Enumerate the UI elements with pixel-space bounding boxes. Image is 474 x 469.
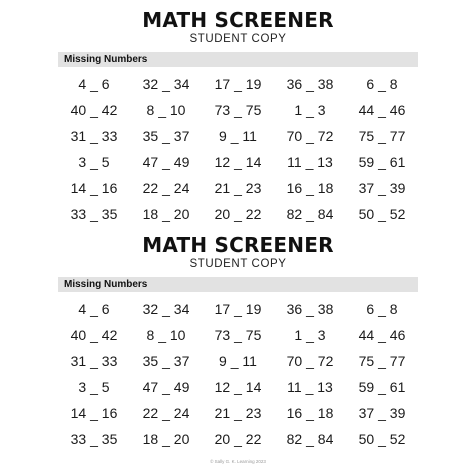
missing-number-problem: 75 _ 77 bbox=[358, 353, 406, 369]
missing-number-problem: 18 _ 20 bbox=[142, 431, 190, 447]
missing-number-problem: 37 _ 39 bbox=[358, 405, 406, 421]
missing-number-problem: 11 _ 13 bbox=[287, 154, 333, 170]
missing-number-problem: 20 _ 22 bbox=[214, 431, 262, 447]
missing-number-problem: 59 _ 61 bbox=[358, 154, 406, 170]
screener-bottom bbox=[58, 233, 418, 452]
missing-number-problem: 44 _ 46 bbox=[358, 327, 406, 343]
missing-number-problem: 40 _ 42 bbox=[70, 102, 118, 118]
missing-number-problem: 21 _ 23 bbox=[214, 180, 262, 196]
problem-grid bbox=[58, 71, 418, 227]
missing-number-problem: 14 _ 16 bbox=[70, 180, 118, 196]
missing-number-problem: 59 _ 61 bbox=[358, 379, 406, 395]
screener-subtitle: STUDENT COPY bbox=[189, 33, 287, 45]
missing-number-problem: 70 _ 72 bbox=[286, 353, 334, 369]
missing-number-problem: 32 _ 34 bbox=[142, 301, 190, 317]
missing-number-problem: 75 _ 77 bbox=[358, 128, 406, 144]
missing-number-problem: 44 _ 46 bbox=[358, 102, 406, 118]
missing-number-problem: 47 _ 49 bbox=[142, 379, 190, 395]
problem-grid bbox=[58, 296, 418, 452]
missing-number-problem: 4 _ 6 bbox=[78, 76, 110, 92]
missing-number-problem: 1 _ 3 bbox=[294, 327, 326, 343]
missing-number-problem: 6 _ 8 bbox=[366, 76, 398, 92]
missing-number-problem: 82 _ 84 bbox=[286, 431, 334, 447]
missing-number-problem: 35 _ 37 bbox=[142, 128, 190, 144]
missing-number-problem: 16 _ 18 bbox=[286, 405, 334, 421]
missing-number-problem: 31 _ 33 bbox=[70, 353, 118, 369]
missing-number-problem: 12 _ 14 bbox=[214, 154, 262, 170]
missing-number-problem: 40 _ 42 bbox=[70, 327, 118, 343]
missing-number-problem: 8 _ 10 bbox=[146, 327, 186, 343]
screener-title: MATH SCREENER bbox=[142, 8, 334, 32]
missing-number-problem: 9 _ 11 bbox=[219, 353, 257, 369]
screener-subtitle: STUDENT COPY bbox=[189, 258, 287, 270]
missing-number-problem: 4 _ 6 bbox=[78, 301, 110, 317]
missing-number-problem: 11 _ 13 bbox=[287, 379, 333, 395]
missing-number-problem: 73 _ 75 bbox=[214, 327, 262, 343]
missing-number-problem: 9 _ 11 bbox=[219, 128, 257, 144]
missing-number-problem: 22 _ 24 bbox=[142, 180, 190, 196]
missing-number-problem: 8 _ 10 bbox=[146, 102, 186, 118]
missing-number-problem: 17 _ 19 bbox=[214, 76, 262, 92]
missing-number-problem: 33 _ 35 bbox=[70, 431, 118, 447]
missing-number-problem: 47 _ 49 bbox=[142, 154, 190, 170]
missing-number-problem: 82 _ 84 bbox=[286, 206, 334, 222]
missing-number-problem: 33 _ 35 bbox=[70, 206, 118, 222]
missing-number-problem: 70 _ 72 bbox=[286, 128, 334, 144]
missing-number-problem: 32 _ 34 bbox=[142, 76, 190, 92]
missing-number-problem: 37 _ 39 bbox=[358, 180, 406, 196]
missing-number-problem: 21 _ 23 bbox=[214, 405, 262, 421]
missing-number-problem: 36 _ 38 bbox=[286, 301, 334, 317]
copyright-footer: © Sally G. K. Learning 2023 bbox=[210, 459, 266, 464]
missing-number-problem: 3 _ 5 bbox=[78, 379, 110, 395]
missing-number-problem: 22 _ 24 bbox=[142, 405, 190, 421]
section-header-missing-numbers: Missing Numbers bbox=[58, 52, 418, 67]
missing-number-problem: 17 _ 19 bbox=[214, 301, 262, 317]
worksheet-page bbox=[58, 0, 418, 469]
missing-number-problem: 6 _ 8 bbox=[366, 301, 398, 317]
section-header-missing-numbers: Missing Numbers bbox=[58, 277, 418, 292]
missing-number-problem: 20 _ 22 bbox=[214, 206, 262, 222]
missing-number-problem: 50 _ 52 bbox=[358, 431, 406, 447]
missing-number-problem: 73 _ 75 bbox=[214, 102, 262, 118]
missing-number-problem: 16 _ 18 bbox=[286, 180, 334, 196]
missing-number-problem: 14 _ 16 bbox=[70, 405, 118, 421]
missing-number-problem: 1 _ 3 bbox=[294, 102, 326, 118]
missing-number-problem: 35 _ 37 bbox=[142, 353, 190, 369]
missing-number-problem: 12 _ 14 bbox=[214, 379, 262, 395]
missing-number-problem: 50 _ 52 bbox=[358, 206, 406, 222]
missing-number-problem: 36 _ 38 bbox=[286, 76, 334, 92]
missing-number-problem: 31 _ 33 bbox=[70, 128, 118, 144]
missing-number-problem: 18 _ 20 bbox=[142, 206, 190, 222]
screener-title: MATH SCREENER bbox=[142, 233, 334, 257]
missing-number-problem: 3 _ 5 bbox=[78, 154, 110, 170]
screener-top bbox=[58, 8, 418, 227]
